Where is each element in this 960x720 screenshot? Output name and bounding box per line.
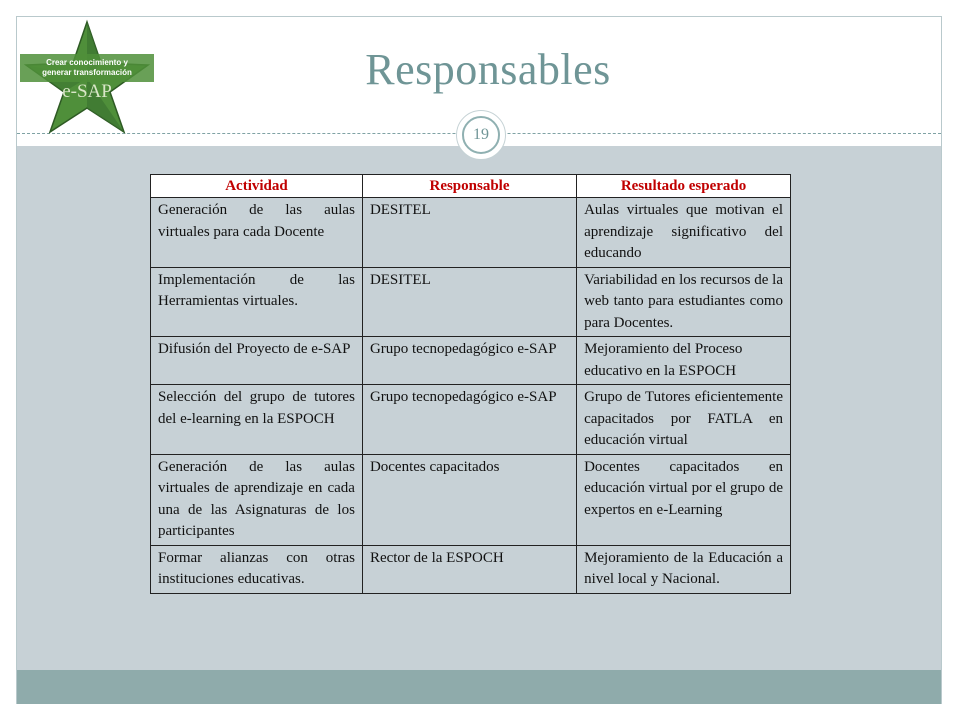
cell-actividad: Generación de las aulas virtuales para cada Docente [151,198,363,268]
footer-bar [17,670,941,704]
cell-responsable: DESITEL [362,267,576,337]
cell-resultado: Mejoramiento de la Educación a nivel local y Nacional. [577,545,791,593]
page-title: Responsables [365,45,611,94]
header-actividad: Actividad [151,175,363,198]
table-row [151,385,791,455]
cell-responsable: Docentes capacitados [362,454,576,545]
cell-actividad: Difusión del Proyecto de e-SAP [151,337,363,385]
cell-responsable: Rector de la ESPOCH [362,545,576,593]
cell-resultado: Aulas virtuales que motivan el aprendizaje significativo del educando [577,198,791,268]
table-header-row [151,175,791,198]
logo-tagline-2: generar transformación [42,68,132,77]
responsables-table [150,174,791,594]
logo-tagline-1: Crear conocimiento y [46,58,128,67]
cell-resultado: Mejoramiento del Proceso educativo en la ESPOCH [577,337,791,385]
cell-resultado: Grupo de Tutores eficientemente capacitados por FATLA en educación virtual [577,385,791,455]
cell-actividad: Formar alianzas con otras instituciones educativas. [151,545,363,593]
table-row [151,337,791,385]
cell-resultado: Variabilidad en los recursos de la web tanto para estudiantes como para Docentes. [577,267,791,337]
cell-responsable: Grupo tecnopedagógico e-SAP [362,385,576,455]
esap-star-logo [20,18,154,134]
table-row [151,198,791,268]
header-responsable: Responsable [362,175,576,198]
table-row [151,454,791,545]
cell-actividad: Selección del grupo de tutores del e-learning en la ESPOCH [151,385,363,455]
page-number: 19 [462,116,500,154]
header-resultado: Resultado esperado [577,175,791,198]
cell-resultado: Docentes capacitados en educación virtual por el grupo de expertos en e-Learning [577,454,791,545]
cell-responsable: DESITEL [362,198,576,268]
cell-actividad: Implementación de las Herramientas virtuales. [151,267,363,337]
table-row [151,545,791,593]
logo-brand: e-SAP [62,81,112,102]
table-row [151,267,791,337]
cell-actividad: Generación de las aulas virtuales de aprendizaje en cada una de las Asignaturas de los participantes [151,454,363,545]
cell-responsable: Grupo tecnopedagógico e-SAP [362,337,576,385]
page-number-badge [456,110,506,160]
